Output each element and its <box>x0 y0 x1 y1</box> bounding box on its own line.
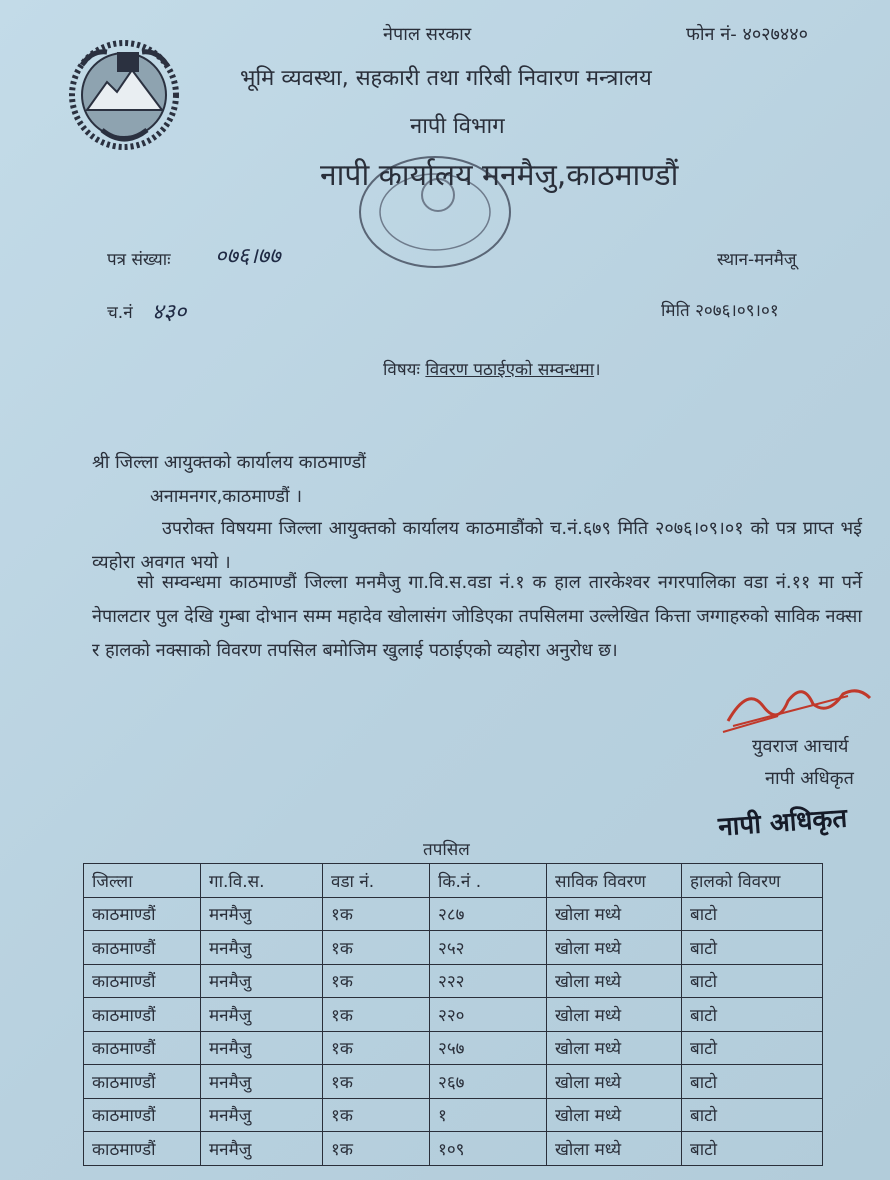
parcel-table <box>83 863 823 1166</box>
cell-current-detail: बाटो <box>682 1065 823 1099</box>
cell-old-detail: खोला मध्ये <box>547 931 682 965</box>
signature-mark <box>718 676 878 736</box>
subject-label: विषयः <box>383 360 420 380</box>
cell-old-detail: खोला मध्ये <box>547 964 682 998</box>
col-old-detail: साविक विवरण <box>547 864 682 898</box>
cell-old-detail: खोला मध्ये <box>547 1132 682 1166</box>
cell-current-detail: बाटो <box>682 964 823 998</box>
place: स्थान-मनमैजू <box>717 250 797 270</box>
cell-ward: १क <box>323 931 430 965</box>
office-name: नापी कार्यालय मनमैजु,काठमाण्डौं <box>320 158 679 193</box>
col-kitta: कि.नं . <box>430 864 547 898</box>
table-row <box>84 897 823 931</box>
table-row <box>84 1098 823 1132</box>
cell-current-detail: बाटो <box>682 998 823 1032</box>
cell-vdc: मनमैजु <box>201 964 323 998</box>
cell-ward: १क <box>323 1065 430 1099</box>
col-vdc: गा.वि.स. <box>201 864 323 898</box>
cell-ward: १क <box>323 1132 430 1166</box>
col-ward: वडा नं. <box>323 864 430 898</box>
table-row <box>84 998 823 1032</box>
cell-current-detail: बाटो <box>682 1132 823 1166</box>
cell-kitta: २५७ <box>430 1031 547 1065</box>
cell-ward: १क <box>323 1031 430 1065</box>
subject-end: । <box>594 360 601 380</box>
cell-kitta: १०९ <box>430 1132 547 1166</box>
cell-vdc: मनमैजु <box>201 897 323 931</box>
signer-name: युवराज आचार्य <box>752 736 849 757</box>
cell-current-detail: बाटो <box>682 1031 823 1065</box>
addressee-line2: अनामनगर,काठमाण्डौं । <box>150 486 303 507</box>
cell-old-detail: खोला मध्ये <box>547 897 682 931</box>
chalani-value: ४३० <box>152 300 187 325</box>
cell-kitta: २८७ <box>430 897 547 931</box>
cell-old-detail: खोला मध्ये <box>547 1031 682 1065</box>
cell-ward: १क <box>323 964 430 998</box>
body-paragraph-1: उपरोक्त विषयमा जिल्ला आयुक्तको कार्यालय काठमाडौंको च.नं.६७९ मिति २०७६।०९।०१ को पत्र प्राप्त भई व्यहोरा अवगत भयो । <box>92 518 862 573</box>
cell-ward: १क <box>323 1098 430 1132</box>
cell-kitta: २५२ <box>430 931 547 965</box>
signer-title: नापी अधिकृत <box>765 768 854 789</box>
chalani-label: च.नं <box>107 303 133 323</box>
cell-district: काठमाण्डौं <box>84 1031 201 1065</box>
designation-stamp: नापी अधिकृत <box>717 803 849 843</box>
cell-district: काठमाण्डौं <box>84 897 201 931</box>
cell-district: काठमाण्डौं <box>84 1132 201 1166</box>
cell-vdc: मनमैजु <box>201 1132 323 1166</box>
cell-current-detail: बाटो <box>682 1098 823 1132</box>
subject-line <box>383 357 601 380</box>
nepal-emblem-icon <box>62 30 187 155</box>
table-row <box>84 931 823 965</box>
table-row <box>84 964 823 998</box>
cell-district: काठमाण्डौं <box>84 1098 201 1132</box>
cell-kitta: २२० <box>430 998 547 1032</box>
cell-old-detail: खोला मध्ये <box>547 1098 682 1132</box>
department-name: नापी विभाग <box>410 114 505 139</box>
cell-district: काठमाण्डौं <box>84 964 201 998</box>
addressee-line1: श्री जिल्ला आयुक्तको कार्यालय काठमाण्डौं <box>92 452 366 473</box>
cell-district: काठमाण्डौं <box>84 998 201 1032</box>
cell-vdc: मनमैजु <box>201 931 323 965</box>
table-row <box>84 1065 823 1099</box>
cell-vdc: मनमैजु <box>201 1031 323 1065</box>
patra-sankhya-value: ०७६।७७ <box>215 244 281 269</box>
phone-number: फोन नं- ४०२७४४० <box>686 24 808 45</box>
body-paragraph-2: सो सम्वन्धमा काठमाण्डौं जिल्ला मनमैजु गा.वि.स.वडा नं.१ क हाल तारकेश्वर नगरपालिका वडा नं.११ मा पर्ने नेपालटार पुल देखि गुम्बा दोभान सम्म महादेव खोलासंग जोडिएका तपसिलमा उल्लेखित कित्ता जग्गाहरुको साविक नक्सा र हालको नक्साको विवरण तपसिल बमोजिम खुलाई पठाईएको व्यहोरा अनुरोध छ। <box>92 572 862 661</box>
patra-sankhya-label: पत्र संख्याः <box>107 250 171 270</box>
cell-kitta: २६७ <box>430 1065 547 1099</box>
cell-kitta: २२२ <box>430 964 547 998</box>
cell-kitta: १ <box>430 1098 547 1132</box>
col-district: जिल्ला <box>84 864 201 898</box>
cell-ward: १क <box>323 998 430 1032</box>
cell-ward: १क <box>323 897 430 931</box>
table-row <box>84 1031 823 1065</box>
cell-current-detail: बाटो <box>682 931 823 965</box>
col-current-detail: हालको विवरण <box>682 864 823 898</box>
cell-vdc: मनमैजु <box>201 1098 323 1132</box>
letter-date: मिति २०७६।०९।०१ <box>661 301 779 321</box>
subject-text: विवरण पठाईएको सम्वन्धमा <box>425 360 595 380</box>
cell-vdc: मनमैजु <box>201 1065 323 1099</box>
cell-old-detail: खोला मध्ये <box>547 998 682 1032</box>
table-caption: तपसिल <box>423 840 470 860</box>
table-header-row <box>84 864 823 898</box>
cell-current-detail: बाटो <box>682 897 823 931</box>
cell-vdc: मनमैजु <box>201 998 323 1032</box>
table-row <box>84 1132 823 1166</box>
government-name: नेपाल सरकार <box>383 24 472 45</box>
cell-district: काठमाण्डौं <box>84 931 201 965</box>
cell-old-detail: खोला मध्ये <box>547 1065 682 1099</box>
cell-district: काठमाण्डौं <box>84 1065 201 1099</box>
ministry-name: भूमि व्यवस्था, सहकारी तथा गरिबी निवारण मन्त्रालय <box>240 66 652 91</box>
